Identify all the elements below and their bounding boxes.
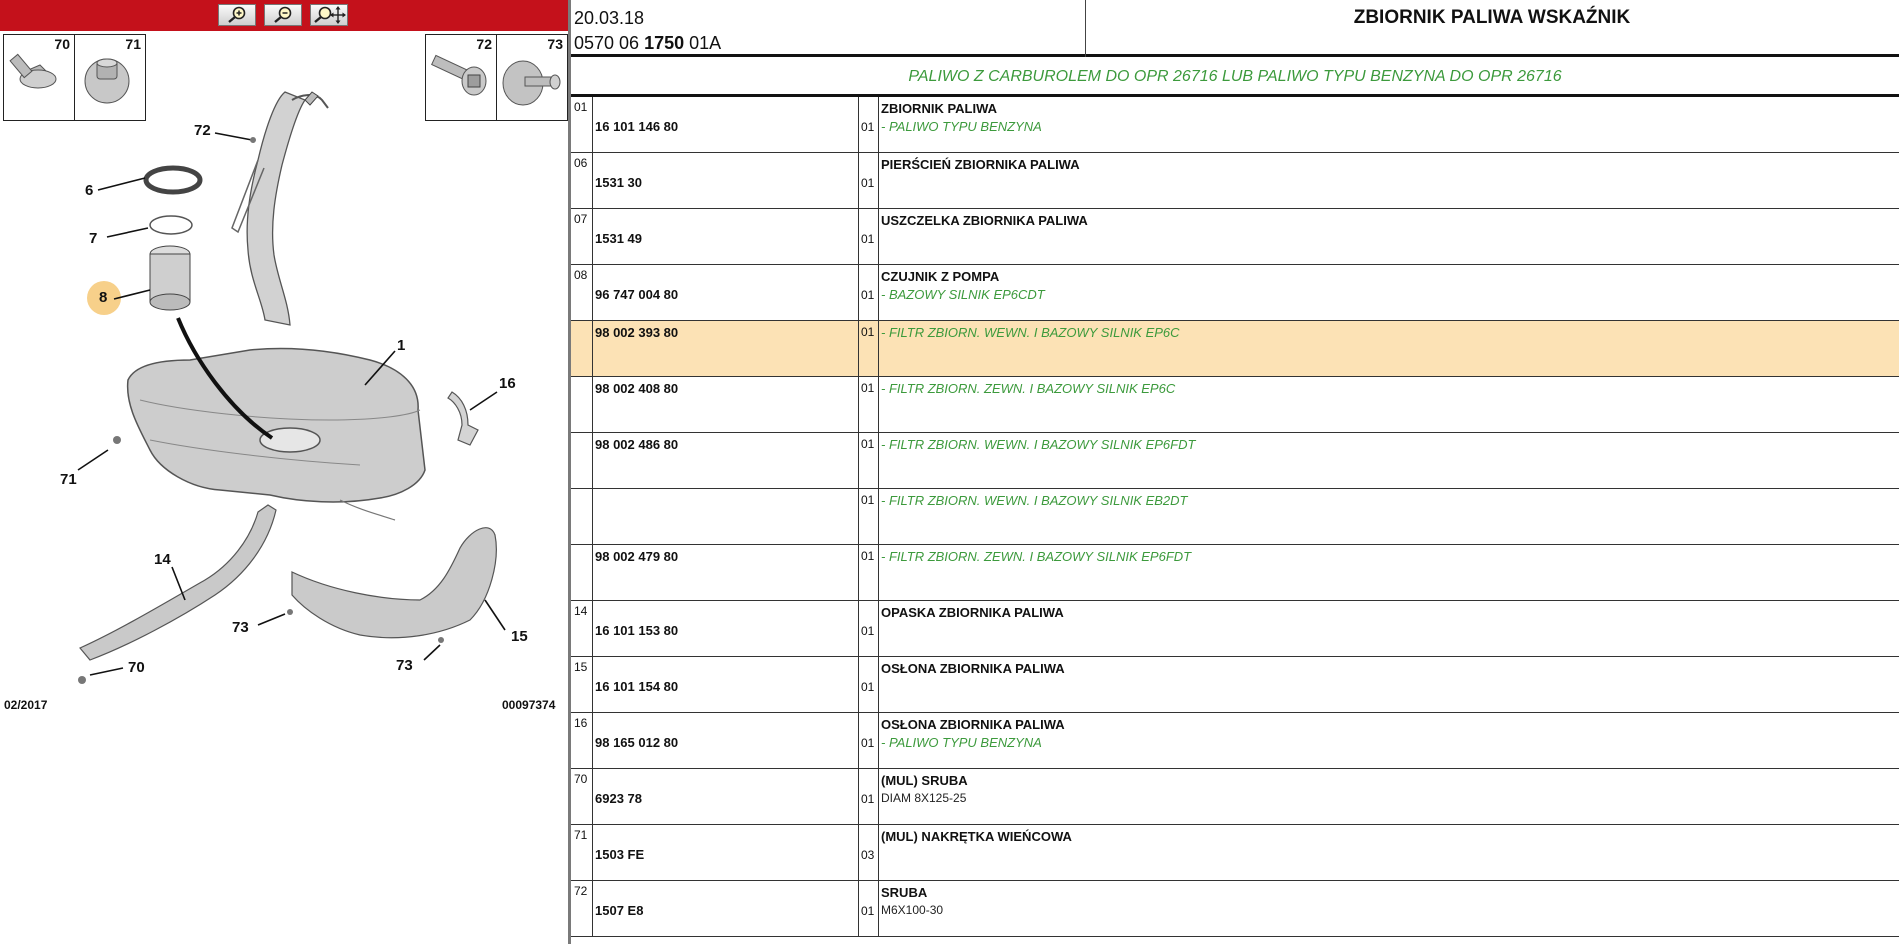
row-position [571, 489, 593, 544]
heat-shield [292, 528, 496, 638]
row-reference-cell [593, 657, 859, 712]
callout-8[interactable]: 8 [99, 289, 108, 306]
part-reference[interactable]: 98 165 012 80 [595, 735, 679, 750]
row-position [571, 545, 593, 600]
zoom-pan-button[interactable] [310, 4, 348, 26]
row-description-cell [878, 657, 1899, 712]
part-title: OSŁONA ZBIORNIKA PALIWA [881, 661, 1065, 676]
row-description-cell [878, 881, 1899, 936]
table-row[interactable] [571, 377, 1899, 433]
row-reference-cell [593, 601, 859, 656]
header-meta [571, 0, 1086, 57]
exploded-parts-diagram [0, 80, 568, 700]
callout-7[interactable]: 7 [89, 230, 98, 247]
table-row[interactable] [571, 433, 1899, 489]
filler-neck [247, 92, 305, 325]
row-quantity-cell [858, 825, 879, 880]
row-quantity-cell [858, 265, 879, 320]
part-reference[interactable]: 98 002 393 80 [595, 325, 679, 340]
part-quantity: 01 [861, 493, 875, 507]
row-reference-cell [593, 881, 859, 936]
part-reference[interactable]: 16 101 153 80 [595, 623, 679, 638]
callout-71[interactable]: 71 [60, 471, 77, 488]
table-row[interactable] [571, 825, 1899, 881]
part-quantity: 01 [861, 325, 875, 339]
diagram-date: 02/2017 [4, 698, 48, 712]
part-reference[interactable]: 98 002 408 80 [595, 381, 679, 396]
part-quantity: 01 [861, 381, 875, 395]
row-position: 14 [571, 601, 593, 656]
part-reference[interactable]: 98 002 486 80 [595, 437, 679, 452]
part-title: SRUBA [881, 885, 928, 900]
table-row[interactable] [571, 153, 1899, 209]
zoom-toolbar [0, 0, 568, 31]
code-bold: 1750 [644, 33, 685, 53]
part-note: - FILTR ZBIORN. WEWN. I BAZOWY SILNIK EB2DT [881, 493, 1188, 508]
part-quantity: 01 [861, 437, 875, 451]
callout-1[interactable]: 1 [397, 337, 406, 354]
thumb-number: 71 [125, 36, 141, 52]
table-row[interactable] [571, 97, 1899, 153]
row-description-cell [878, 321, 1899, 376]
row-quantity-cell [858, 97, 879, 152]
part-note: - PALIWO TYPU BENZYNA [881, 735, 1042, 750]
row-position: 71 [571, 825, 593, 880]
part-reference[interactable]: 1531 30 [595, 175, 642, 190]
part-note: - BAZOWY SILNIK EP6CDT [881, 287, 1045, 302]
part-quantity: 01 [861, 176, 875, 190]
row-reference-cell [593, 265, 859, 320]
row-description-cell [878, 713, 1899, 768]
part-quantity: 01 [861, 904, 875, 918]
part-reference[interactable]: 96 747 004 80 [595, 287, 679, 302]
row-reference-cell [593, 769, 859, 824]
page-title: ZBIORNIK PALIWA WSKAŹNIK [1353, 7, 1631, 28]
row-reference-cell [593, 321, 859, 376]
tank-seal [150, 216, 192, 234]
part-title: CZUJNIK Z POMPA [881, 269, 1000, 284]
part-title: PIERŚCIEŃ ZBIORNIKA PALIWA [881, 157, 1080, 172]
row-quantity-cell [858, 489, 879, 544]
part-note: - FILTR ZBIORN. ZEWN. I BAZOWY SILNIK EP6FDT [881, 549, 1192, 564]
table-row[interactable] [571, 321, 1899, 377]
row-description-cell [878, 265, 1899, 320]
row-quantity-cell [858, 545, 879, 600]
row-position: 16 [571, 713, 593, 768]
table-row[interactable] [571, 265, 1899, 321]
row-position [571, 433, 593, 488]
row-reference-cell [593, 97, 859, 152]
row-description-cell [878, 601, 1899, 656]
fuel-tank [128, 348, 425, 502]
part-quantity: 01 [861, 624, 875, 638]
table-row[interactable] [571, 713, 1899, 769]
tank-ring [146, 168, 200, 192]
header-date: 20.03.18 [574, 8, 645, 28]
row-position: 01 [571, 97, 593, 152]
zoom-pan-icon [312, 6, 346, 24]
condition-banner: PALIWO Z CARBUROLEM DO OPR 26716 LUB PALIWO TYPU BENZYNA DO OPR 26716 [571, 57, 1899, 97]
row-description-cell [878, 433, 1899, 488]
part-note: - FILTR ZBIORN. ZEWN. I BAZOWY SILNIK EP6C [881, 381, 1176, 396]
part-quantity: 01 [861, 792, 875, 806]
row-reference-cell [593, 713, 859, 768]
part-quantity: 01 [861, 120, 875, 134]
part-reference[interactable]: 1507 E8 [595, 903, 644, 918]
row-reference-cell [593, 153, 859, 208]
row-reference-cell [593, 377, 859, 432]
row-position: 08 [571, 265, 593, 320]
part-note: - PALIWO TYPU BENZYNA [881, 119, 1042, 134]
row-quantity-cell [858, 209, 879, 264]
table-row[interactable] [571, 545, 1899, 601]
row-reference-cell [593, 433, 859, 488]
thumb-number: 70 [54, 36, 70, 52]
parts-list-panel [571, 0, 1899, 944]
row-quantity-cell [858, 321, 879, 376]
table-row[interactable] [571, 881, 1899, 937]
row-quantity-cell [858, 713, 879, 768]
callout-15[interactable]: 15 [511, 628, 528, 645]
callout-72[interactable]: 72 [194, 122, 211, 139]
row-description-cell [878, 153, 1899, 208]
part-note: - FILTR ZBIORN. WEWN. I BAZOWY SILNIK EP6FDT [881, 437, 1196, 452]
callout-73[interactable]: 73 [396, 657, 413, 674]
callout-6[interactable]: 6 [85, 182, 94, 199]
table-row[interactable] [571, 489, 1899, 545]
part-quantity: 01 [861, 680, 875, 694]
part-quantity: 01 [861, 549, 875, 563]
part-quantity: 01 [861, 232, 875, 246]
row-description-cell [878, 825, 1899, 880]
callout-16[interactable]: 16 [499, 375, 516, 392]
row-quantity-cell [858, 601, 879, 656]
row-position: 70 [571, 769, 593, 824]
row-description-cell [878, 769, 1899, 824]
part-reference[interactable]: 6923 78 [595, 791, 642, 806]
tank-bracket [448, 392, 478, 445]
part-note: DIAM 8X125-25 [881, 791, 967, 805]
part-quantity: 03 [861, 848, 875, 862]
row-reference-cell [593, 489, 859, 544]
part-title: ZBIORNIK PALIWA [881, 101, 998, 116]
part-reference[interactable]: 98 002 479 80 [595, 549, 679, 564]
zoom-in-button[interactable] [218, 4, 256, 26]
row-quantity-cell [858, 377, 879, 432]
row-reference-cell [593, 209, 859, 264]
part-quantity: 01 [861, 288, 875, 302]
header-code [574, 33, 721, 54]
row-description-cell [878, 97, 1899, 152]
row-position: 72 [571, 881, 593, 936]
thumb-number: 72 [476, 36, 492, 52]
row-description-cell [878, 489, 1899, 544]
table-row[interactable] [571, 601, 1899, 657]
code-suffix: 01A [684, 33, 722, 53]
part-note: - FILTR ZBIORN. WEWN. I BAZOWY SILNIK EP6C [881, 325, 1180, 340]
callout-14[interactable]: 14 [154, 551, 171, 568]
row-position: 15 [571, 657, 593, 712]
zoom-out-icon [270, 6, 296, 24]
part-reference[interactable]: 16 101 154 80 [595, 679, 679, 694]
diagram-panel [0, 0, 568, 944]
row-quantity-cell [858, 153, 879, 208]
row-reference-cell [593, 825, 859, 880]
part-quantity: 01 [861, 736, 875, 750]
row-quantity-cell [858, 657, 879, 712]
parts-header [571, 0, 1899, 57]
row-description-cell [878, 209, 1899, 264]
diagram-code: 00097374 [502, 698, 556, 712]
row-description-cell [878, 377, 1899, 432]
part-title: OPASKA ZBIORNIKA PALIWA [881, 605, 1064, 620]
zoom-out-button[interactable] [264, 4, 302, 26]
table-row[interactable] [571, 209, 1899, 265]
row-position [571, 321, 593, 376]
part-reference[interactable]: 1531 49 [595, 231, 642, 246]
part-title: (MUL) SRUBA [881, 773, 968, 788]
part-note: M6X100-30 [881, 903, 944, 917]
callout-70[interactable]: 70 [128, 659, 145, 676]
table-row[interactable] [571, 769, 1899, 825]
row-position: 06 [571, 153, 593, 208]
part-reference[interactable]: 16 101 146 80 [595, 119, 679, 134]
part-title: (MUL) NAKRĘTKA WIEŃCOWA [881, 829, 1072, 844]
code-prefix: 0570 06 [574, 33, 645, 53]
row-quantity-cell [858, 881, 879, 936]
row-quantity-cell [858, 433, 879, 488]
row-quantity-cell [858, 769, 879, 824]
thumb-number: 73 [547, 36, 563, 52]
row-reference-cell [593, 545, 859, 600]
row-description-cell [878, 545, 1899, 600]
zoom-in-icon [224, 6, 250, 24]
part-title: USZCZELKA ZBIORNIKA PALIWA [881, 213, 1088, 228]
part-title: OSŁONA ZBIORNIKA PALIWA [881, 717, 1065, 732]
row-position: 07 [571, 209, 593, 264]
row-position [571, 377, 593, 432]
part-reference[interactable]: 1503 FE [595, 847, 645, 862]
callout-73[interactable]: 73 [232, 619, 249, 636]
table-row[interactable] [571, 657, 1899, 713]
